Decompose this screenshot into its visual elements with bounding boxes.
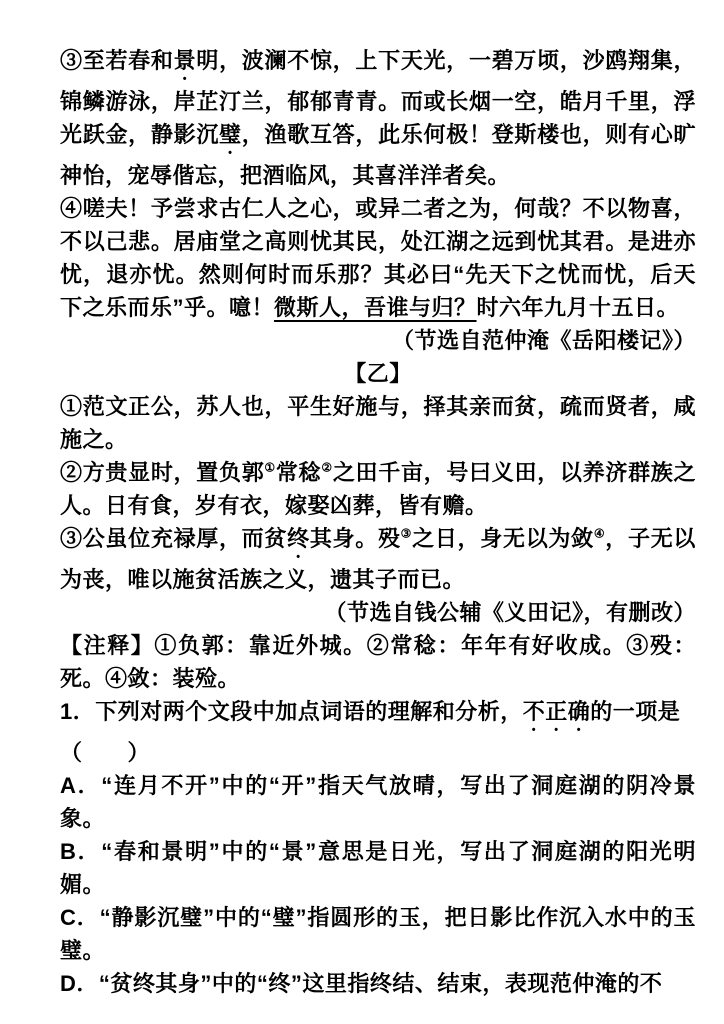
- section-header-yi: 【乙】: [344, 361, 412, 386]
- answer-blank: （ ）: [60, 740, 151, 765]
- paragraph-text: ④嗟夫！予尝求古仁人之心，或异二者之为，何哉？不以物喜，不以己悲。居庙堂之高则忧其民，处江湖之远到忧其君。是进亦忧，退亦忧。然则何时而乐那？其必曰“先天下之忧而忧，后天下之乐而乐”乎。噫！: [60, 196, 696, 320]
- source-attribution-yi: （节选自钱公辅《义田记》，有删改）: [324, 600, 696, 625]
- paragraph-text: ③公虽位充禄厚，而贫: [60, 526, 288, 551]
- option-a: A．“连月不开”中的“开”指天气放晴，写出了洞庭湖的阴冷景象。: [60, 773, 696, 831]
- note-reference-1: ①: [264, 460, 276, 475]
- paragraph-text: 之日，身无以为敛: [412, 526, 594, 551]
- paragraph-text: ③至若春和: [60, 48, 174, 73]
- source-attribution-jia: （节选自范仲淹《岳阳楼记》）: [391, 328, 696, 353]
- paragraph-text: ，子无以为丧，唯以施贫活族之义，遗其子而已。: [60, 526, 696, 592]
- paragraph-text: 时六年九月十五日。: [476, 295, 680, 320]
- paragraph-text: ②方贵显时，置负郭: [60, 460, 265, 485]
- question-text: 1．下列对两个文段中加点词语的理解和分析，: [60, 699, 523, 724]
- note-reference-4: ④: [593, 526, 606, 541]
- question-text: 的一项是: [590, 699, 681, 724]
- passage-yi-paragraph-3: [60, 522, 696, 596]
- paragraph-text: 明，波澜不惊，上下天光，一碧万顷，沙鸥翔集，锦鳞游泳，岸芷汀兰，郁郁青青。而或长烟一空，皓月千里，浮光跃金，静影沉: [60, 48, 696, 147]
- passage-jia-paragraph-3: [60, 44, 696, 192]
- passage-jia-paragraph-4: [60, 192, 696, 324]
- paragraph-text: 其身。殁: [309, 526, 401, 551]
- note-reference-2: ②: [321, 460, 333, 475]
- emphasized-word-jing: 景: [173, 48, 197, 73]
- emphasized-word-bi: 璧: [219, 122, 242, 147]
- paragraph-text: 之田千亩，号曰义田，以养济群族之人。日有食，岁有衣，嫁娶凶葬，皆有赡。: [60, 460, 696, 518]
- footnotes: 【注释】①负郭：靠近外城。②常稔：年年有好收成。③殁：死。④敛：装殓。: [60, 633, 696, 691]
- underlined-phrase: 微斯人，吾谁与归？: [274, 295, 477, 320]
- paragraph-text: 常稔: [275, 460, 322, 485]
- option-c: C．“静影沉璧”中的“璧”指圆形的玉，把日影比作沉入水中的玉璧。: [60, 905, 696, 963]
- passage-yi-paragraph-2: [60, 456, 696, 522]
- emphasized-word-incorrect: 不正确: [522, 699, 591, 724]
- paragraph-text: ，渔歌互答，此乐何极！登斯楼也，则有心旷神怡，宠辱偕忘，把酒临风，其喜洋洋者矣。: [60, 122, 696, 188]
- note-reference-3: ③: [400, 526, 413, 541]
- option-d: D．“贫终其身”中的“终”这里指终结、结束，表现范仲淹的不: [60, 971, 663, 996]
- question-1-stem: [60, 695, 696, 736]
- passage-yi-paragraph-1: ①范文正公，苏人也，平生好施与，择其亲而贫，疏而贤者，咸施之。: [60, 394, 696, 452]
- option-b: B．“春和景明”中的“景”意思是日光，写出了洞庭湖的阳光明媚。: [60, 839, 696, 897]
- emphasized-word-zhong: 终: [287, 526, 310, 551]
